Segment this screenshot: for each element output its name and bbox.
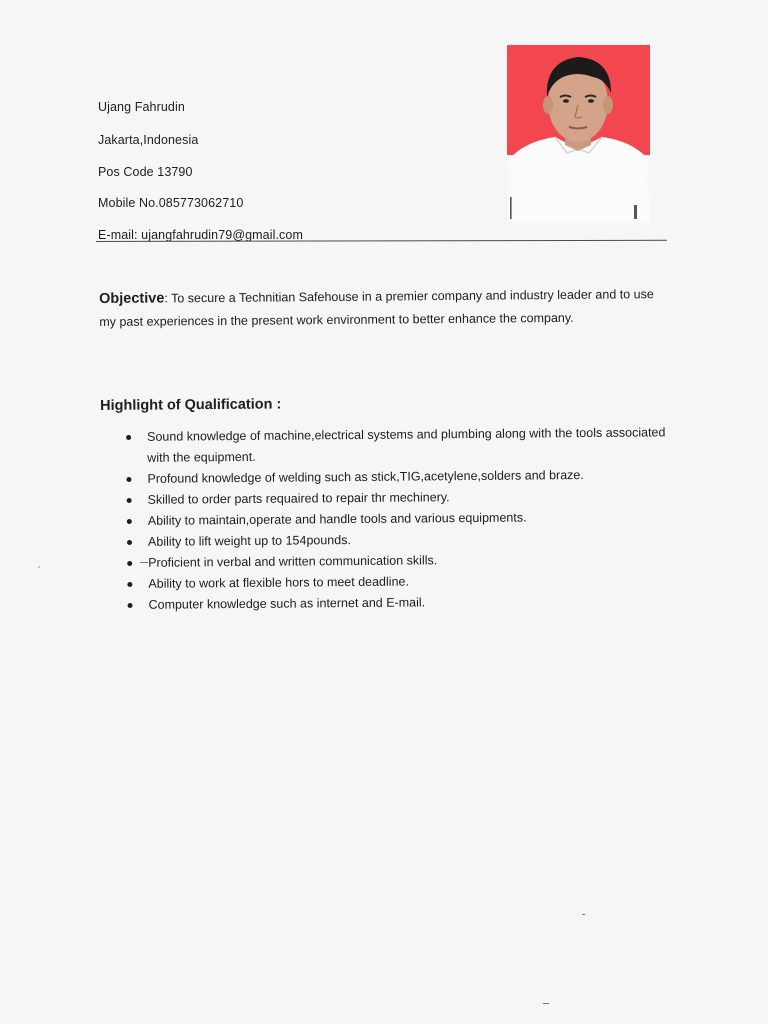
profile-photo	[507, 45, 650, 223]
list-item-text: Ability to work at flexible hors to meet deadline.	[148, 574, 409, 591]
header-divider	[96, 240, 667, 242]
bullet-icon	[127, 561, 132, 566]
scan-speck	[582, 914, 585, 915]
scan-speck	[543, 1003, 549, 1004]
contact-name: Ujang Fahrudin	[98, 100, 185, 114]
list-item-text: Sound knowledge of machine,electrical systems and plumbing along with the tools associated with the equipment.	[147, 425, 666, 465]
scan-speck	[38, 566, 40, 568]
qualification-heading: Highlight of Qualification :	[100, 396, 282, 414]
objective-text: : To secure a Technitian Safehouse in a premier company and industry leader and to use my past experiences in the present work environment to better enhance the company.	[99, 287, 654, 329]
scan-speck	[140, 562, 148, 563]
list-item	[127, 590, 667, 616]
list-item-text: Ability to maintain,operate and handle tools and various equipments.	[147, 510, 527, 528]
bullet-icon	[127, 540, 132, 545]
bullet-icon	[126, 477, 131, 482]
bullet-icon	[127, 519, 132, 524]
list-item	[126, 422, 666, 469]
bullet-icon	[127, 582, 132, 587]
list-item-text: Computer knowledge such as internet and E-mail.	[148, 595, 426, 612]
objective-label: Objective	[99, 290, 165, 307]
list-item-text: Profound knowledge of welding such as stick,TIG,acetylene,solders and braze.	[147, 468, 584, 486]
contact-email: E-mail: ujangfahrudin79@gmail.com	[98, 228, 303, 242]
list-item-text: Skilled to order parts requaired to repair thr mechinery.	[147, 490, 450, 507]
bullet-icon	[126, 435, 131, 440]
objective-paragraph	[99, 283, 659, 334]
bullet-icon	[127, 498, 132, 503]
contact-mobile: Mobile No.085773062710	[98, 196, 244, 210]
qualification-list	[126, 422, 668, 616]
list-item-text: Proficient in verbal and written communication skills.	[148, 553, 438, 570]
list-item-text: Ability to lift weight up to 154pounds.	[147, 533, 351, 549]
bullet-icon	[128, 603, 133, 608]
contact-location: Jakarta,Indonesia	[98, 133, 199, 147]
contact-postcode: Pos Code 13790	[98, 165, 193, 179]
